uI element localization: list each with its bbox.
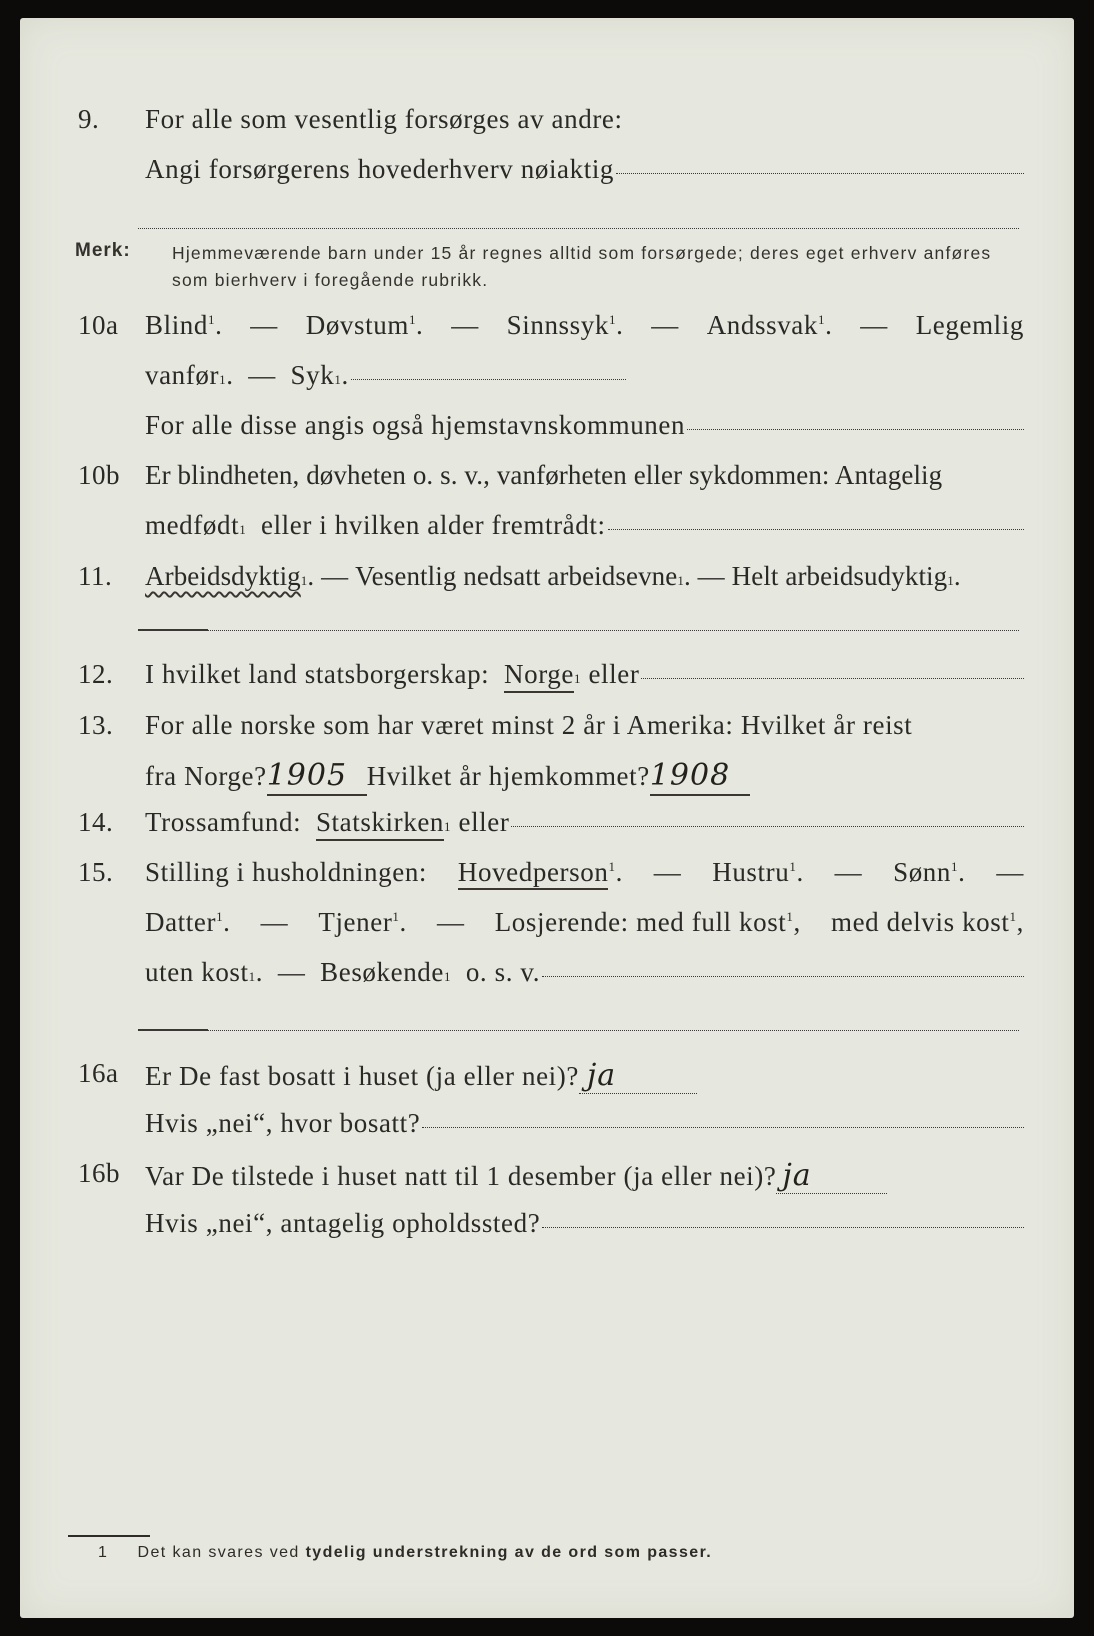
q13-line2 (145, 758, 1024, 796)
q15-opt-hovedperson-selected: Hovedperson (458, 857, 609, 890)
q16b-line2 (145, 1208, 1024, 1239)
q10a-line1: Blind$^1$. — Døvstum$^1$. — Sinnssyk$^1$. — Andssvak$^1$. — Legemlig (145, 310, 1024, 340)
merk-label: Merk: (75, 240, 131, 261)
q9-line2 (145, 154, 1024, 185)
merk-text: Hjemmeværende barn under 15 år regnes alltid som forsørgede; deres eget erhverv anføres som bierhverv i foregående rubrikk. (172, 243, 992, 290)
q15-line1: Stilling i husholdningen: Hovedperson$^1$. — Hustru$^1$. — Sønn$^1$. — (145, 857, 1024, 888)
census-form-page (20, 18, 1074, 1618)
q10b-medfodt: medfødt (145, 510, 240, 540)
q13-hjemkommet-answer[interactable]: 1908 (650, 758, 750, 796)
footnote-text-b: tydelig understrekning av de ord som passer. (305, 1544, 713, 1561)
footnote-rule (68, 1535, 150, 1537)
q16a-line2 (145, 1108, 1024, 1139)
q13-reist-label: fra Norge? (145, 761, 267, 791)
q10a-line3 (145, 410, 1024, 441)
q9-line1 (145, 104, 1024, 135)
q10a-opt-legemlig: Legemlig (915, 310, 1024, 340)
q10b-answer-field[interactable] (608, 529, 1024, 530)
q13-line1 (145, 710, 1024, 741)
q16a-bosatt-label: Hvis „nei“, hvor bosatt? (145, 1108, 421, 1138)
q9-extra-rule (138, 228, 1019, 229)
q13-text: For alle norske som har været minst 2 år i Amerika: Hvilket år reist (145, 710, 913, 740)
q10a-opt-vanfor: vanfør (145, 360, 220, 390)
q11-opt-arbeidsdyktig-selected: Arbeidsdyktig (145, 561, 301, 591)
q15-osv: o. s. v. (465, 957, 541, 987)
q9-number: 9. (78, 104, 100, 134)
q15-opt-besokende: Besøkende (320, 957, 444, 987)
q14-eller: eller (458, 807, 510, 837)
q11-number: 11. (78, 561, 113, 591)
q16b-opholdssted-field[interactable] (542, 1227, 1024, 1228)
q14-line: Trossamfund: Statskirken 1 eller (145, 807, 1024, 841)
q11-extra-rule (138, 630, 1019, 631)
q12-number: 12. (78, 659, 114, 689)
q15-text: Stilling i husholdningen: (145, 857, 428, 887)
q11-line: Arbeidsdyktig 1 . — Vesentlig nedsatt arbeidsevne 1 . — Helt arbeidsudyktig 1 . (145, 561, 961, 591)
q11-rule-solid-segment (138, 629, 208, 631)
q9-text: For alle som vesentlig forsørges av andre: (145, 104, 623, 134)
q16b-opholdssted-label: Hvis „nei“, antagelig opholdssted? (145, 1208, 541, 1238)
q11-opt-nedsatt: Vesentlig nedsatt arbeidsevne (355, 561, 678, 591)
q16b-answer[interactable]: ja (776, 1158, 887, 1194)
q10b-number: 10b (78, 460, 120, 490)
q15-opt-delvis-kost: med delvis kost (830, 907, 1010, 937)
q10a-syk-field[interactable] (351, 379, 626, 380)
q15-line2: Datter$^1$. — Tjener$^1$. — Losjerende: med full kost$^1$, med delvis kost$^1$, (145, 907, 1024, 937)
q14-answer-field[interactable] (511, 826, 1024, 827)
q16a-bosatt-field[interactable] (422, 1127, 1024, 1128)
q15-opt-tjener: Tjener (318, 907, 393, 937)
q10a-line2: vanfør 1 . — Syk 1 . (145, 360, 1024, 391)
q10a-opt-blind: Blind (145, 310, 209, 340)
q15-extra-rule (138, 1030, 1019, 1031)
q16a-number: 16a (78, 1058, 119, 1088)
footnote (98, 1544, 712, 1562)
q15-opt-hustru: Hustru (712, 857, 790, 887)
q15-opt-uten-kost: uten kost (145, 957, 249, 987)
q10b-line2: medfødt 1 eller i hvilken alder fremtrådt: (145, 510, 1024, 541)
q16b-line1 (145, 1158, 1024, 1194)
q13-reist-answer[interactable]: 1905 (267, 758, 367, 796)
q14-text: Trossamfund: (145, 807, 302, 837)
q16b-text: Var De tilstede i huset natt til 1 desember (ja eller nei)? (145, 1161, 777, 1191)
q10a-opt-syk: Syk (290, 360, 335, 390)
q10a-opt-sinnssyk: Sinnssyk (506, 310, 609, 340)
q15-line3: uten kost 1 . — Besøkende 1 o. s. v. (145, 957, 1024, 988)
q15-rule-solid-segment (138, 1029, 208, 1031)
q16b-number: 16b (78, 1158, 120, 1188)
q11-opt-udyktig: Helt arbeidsudyktig (731, 561, 948, 591)
q16a-answer[interactable]: ja (579, 1058, 697, 1094)
q10a-number: 10a (78, 310, 119, 340)
q12-text: I hvilket land statsborgerskap: (145, 659, 490, 689)
q10b-line1 (145, 460, 1024, 491)
q9-provider-label: Angi forsørgerens hovederhverv nøiaktig (145, 154, 615, 184)
q15-opt-losjerende: Losjerende: med full kost (494, 907, 787, 937)
q15-answer-field[interactable] (542, 976, 1024, 977)
q10a-hjemstavn-field[interactable] (687, 429, 1024, 430)
q12-opt-norge-selected: Norge (504, 659, 574, 693)
q10a-opt-andssvak: Andssvak (706, 310, 818, 340)
q12-line: I hvilket land statsborgerskap: Norge 1 eller (145, 659, 1024, 693)
q14-opt-statskirken-selected: Statskirken (316, 807, 444, 841)
q15-opt-sonn: Sønn (893, 857, 952, 887)
q10a-opt-dovstum: Døvstum (305, 310, 409, 340)
q13-number: 13. (78, 710, 114, 740)
q12-eller: eller (588, 659, 640, 689)
q15-number: 15. (78, 857, 114, 887)
q10b-text: Er blindheten, døvheten o. s. v., vanførheten eller sykdommen: Antagelig (145, 460, 943, 490)
q16a-text: Er De fast bosatt i huset (ja eller nei)? (145, 1061, 579, 1091)
q14-number: 14. (78, 807, 114, 837)
q10b-alder-label: eller i hvilken alder fremtrådt: (261, 510, 606, 540)
q16a-line1 (145, 1058, 1024, 1094)
q15-opt-datter: Datter (145, 907, 217, 937)
q10a-hjemstavn-label: For alle disse angis også hjemstavnskommunen (145, 410, 686, 440)
q12-answer-field[interactable] (641, 678, 1024, 679)
q9-answer-field[interactable] (616, 173, 1024, 174)
footnote-text-a: Det kan svares ved (137, 1544, 300, 1561)
q13-hjemkommet-label: Hvilket år hjemkommet? (366, 761, 650, 791)
footnote-mark: 1 (98, 1544, 109, 1561)
